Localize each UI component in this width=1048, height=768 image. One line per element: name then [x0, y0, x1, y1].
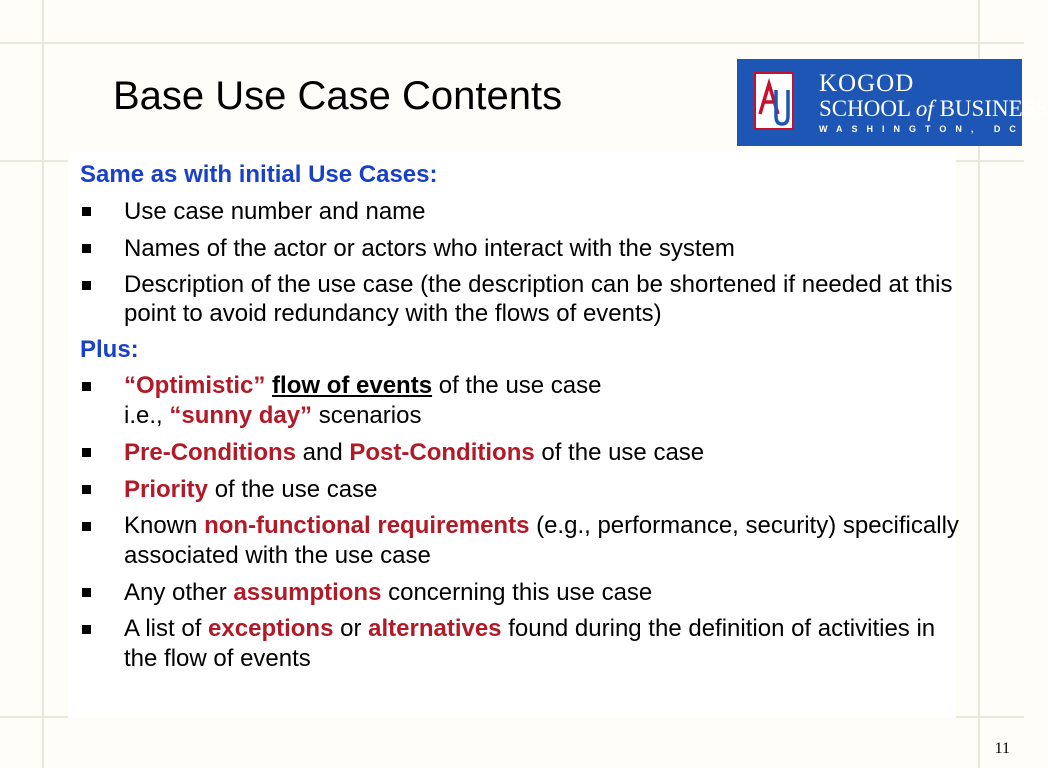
- list-item: Use case number and name: [80, 196, 960, 227]
- square-bullet-icon: [82, 588, 91, 597]
- square-bullet-icon: [82, 244, 91, 253]
- logo-wordmark: [819, 71, 1048, 134]
- page-number: 11: [994, 740, 1010, 757]
- list-item: A list of exceptions or alternatives found during the definition of activities in the flow of events: [80, 614, 960, 674]
- section-heading: Same as with initial Use Cases:: [80, 161, 438, 188]
- square-bullet-icon: [82, 522, 91, 531]
- list-item: “Optimistic” flow of events of the use case i.e., “sunny day” scenarios: [80, 371, 960, 431]
- slide-title: Base Use Case Contents: [113, 74, 563, 118]
- logo-line-3: WASHINGTON, DC: [819, 124, 1025, 134]
- square-bullet-icon: [82, 485, 91, 494]
- grid-line: [0, 42, 1024, 44]
- square-bullet-icon: [82, 281, 91, 290]
- list-item: Description of the use case (the description can be shortened if needed at this point to avoid redundancy with the flows of events): [80, 270, 960, 328]
- square-bullet-icon: [82, 207, 91, 216]
- list-item: Priority of the use case: [80, 474, 960, 505]
- au-logo-mark: [754, 72, 794, 130]
- square-bullet-icon: [82, 625, 91, 634]
- grid-line: [42, 0, 44, 768]
- list-item: Pre-Conditions and Post-Conditions of the use case: [80, 437, 960, 468]
- square-bullet-icon: [82, 448, 91, 457]
- logo-line-2: SCHOOL of BUSINESS: [819, 96, 1048, 121]
- section-heading: Plus:: [80, 336, 139, 363]
- list-item: Any other assumptions concerning this use case: [80, 577, 960, 608]
- slide-body: [80, 157, 960, 674]
- list-item: Known non-functional requirements (e.g., performance, security) specifically associated with the use case: [80, 511, 960, 571]
- kogod-logo: [737, 59, 1048, 146]
- list-item: Names of the actor or actors who interact with the system: [80, 233, 960, 264]
- logo-line-1: KOGOD: [819, 70, 915, 97]
- square-bullet-icon: [82, 382, 91, 391]
